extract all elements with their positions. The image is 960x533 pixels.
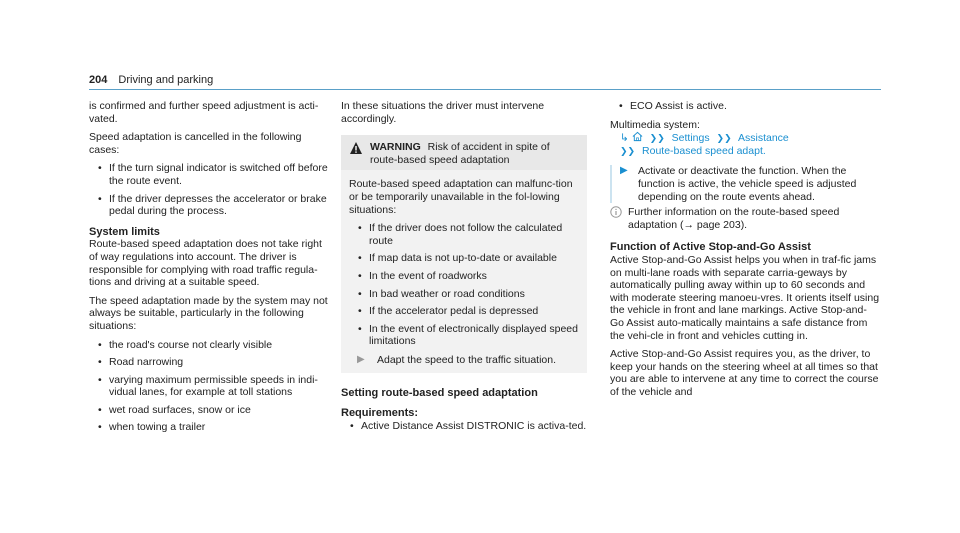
page-reference-link[interactable]: page 203 xyxy=(696,218,741,231)
list-item: • If the driver depresses the accelerator or brake pedal during the process. xyxy=(89,193,329,218)
setting-heading: Setting route-based speed adaptation xyxy=(341,386,538,399)
column-middle xyxy=(341,100,587,438)
paragraph: is confirmed and further speed adjustment is acti-vated. xyxy=(89,100,319,125)
system-limits-heading: System limits xyxy=(89,225,160,238)
chevron-icon: ❯❯ xyxy=(620,145,636,156)
warning-title: Risk of accident in spite of route-based speed adaptation xyxy=(370,141,550,166)
info-icon xyxy=(610,206,622,218)
list-item: • In the event of electronically displayed speed limitations xyxy=(349,323,579,348)
warning-label: WARNING xyxy=(370,141,421,154)
menu-path-line-1 xyxy=(620,131,880,145)
info-note-text xyxy=(628,206,880,231)
return-arrow-icon: ↳ xyxy=(620,132,629,145)
list-item: • In the event of roadworks xyxy=(349,270,579,283)
list-item: • In bad weather or road conditions xyxy=(349,288,579,301)
chevron-icon: ❯❯ xyxy=(649,133,665,144)
list-item: • Active Distance Assist DISTRONIC is activa-ted. xyxy=(341,420,587,433)
arrow-right-icon: ▶ xyxy=(357,353,365,365)
menu-path xyxy=(610,131,880,157)
warning-list xyxy=(349,222,579,348)
info-note-body: Further information on the route-based speed adaptation ( xyxy=(628,206,840,231)
requirements-list xyxy=(341,420,587,433)
cancel-list xyxy=(89,162,329,217)
column-left xyxy=(89,100,329,440)
paragraph: Speed adaptation is cancelled in the following cases: xyxy=(89,131,302,156)
info-note-end: ). xyxy=(740,218,748,231)
warning-body xyxy=(341,170,587,366)
column-right xyxy=(610,100,880,404)
paragraph: In these situations the driver must intervene accordingly. xyxy=(341,100,545,125)
list-item: • ECO Assist is active. xyxy=(610,100,880,113)
page-header xyxy=(89,74,213,87)
list-item: • If the accelerator pedal is depressed xyxy=(349,305,579,318)
instruction-step xyxy=(610,165,880,203)
header-divider xyxy=(89,89,881,90)
paragraph: The speed adaptation made by the system may not always be suitable, particularly in the following situations: xyxy=(89,294,328,332)
menu-settings: Settings xyxy=(671,132,710,145)
stopgo-heading: Function of Active Stop-and-Go Assist xyxy=(610,241,811,254)
limits-list xyxy=(89,339,329,435)
paragraph: Active Stop-and-Go Assist requires you, as the driver, to keep your hands on the steering wheel at all times so that you are able to intervene at any time to correct the course of the vehicle and xyxy=(610,348,879,398)
warning-title-block xyxy=(370,141,579,166)
warning-triangle-icon xyxy=(349,141,363,155)
chevron-icon: ❯❯ xyxy=(716,133,732,144)
instruction-text: Activate or deactivate the function. When the function is active, the vehicle speed is adjusted depending on the route events ahead. xyxy=(638,165,857,203)
arrow-right-icon: ▶ xyxy=(620,165,628,177)
paragraph: Route-based speed adaptation can malfunc-tion or be temporarily unavailable in the fol-lowing situations: xyxy=(349,178,573,216)
list-item: • varying maximum permissible speeds in indi-vidual lanes, for example at toll stations xyxy=(89,374,329,399)
list-item: • If map data is not up-to-date or available xyxy=(349,252,579,265)
list-item: • the road's course not clearly visible xyxy=(89,339,329,352)
warning-action-text: Adapt the speed to the traffic situation. xyxy=(377,353,557,366)
requirements-heading: Requirements: xyxy=(341,407,419,420)
warning-box xyxy=(341,135,587,372)
list-item: • If the driver does not follow the calculated route xyxy=(349,222,579,247)
menu-route-based: Route-based speed adapt. xyxy=(642,144,766,157)
menu-assistance: Assistance xyxy=(737,132,789,145)
xref-arrow-icon: → xyxy=(683,218,697,231)
warning-action xyxy=(357,354,579,367)
paragraph: Route-based speed adaptation does not take right of way regulations into account. The driver is responsible for complying with road traffic regula-tions and driving at a suitable speed. xyxy=(89,238,322,289)
list-item: • wet road surfaces, snow or ice xyxy=(89,404,329,417)
paragraph: Active Stop-and-Go Assist helps you when in traf-fic jams on multi-lane roads with separate carria-geways by automatically pulling away within up to 60 seconds and with moderate steering manoeu-vres. It orients itself using the vehicle in front and lane markings. Active Stop-and-Go Assist auto-matically maintains a safe distance from the vehi-cle in front and vehicles cutting in. xyxy=(610,253,880,342)
menu-path-line-2 xyxy=(620,145,880,158)
warning-header xyxy=(341,135,587,170)
home-icon xyxy=(632,131,643,142)
section-title: Driving and parking xyxy=(118,74,214,86)
page-number: 204 xyxy=(89,74,108,86)
requirements-list-cont xyxy=(610,100,880,113)
list-item: • when towing a trailer xyxy=(89,421,329,434)
list-item: • If the turn signal indicator is switched off before the route event. xyxy=(89,162,329,187)
multimedia-label: Multimedia system: xyxy=(610,118,700,131)
info-note xyxy=(610,206,880,231)
list-item: • Road narrowing xyxy=(89,356,329,369)
